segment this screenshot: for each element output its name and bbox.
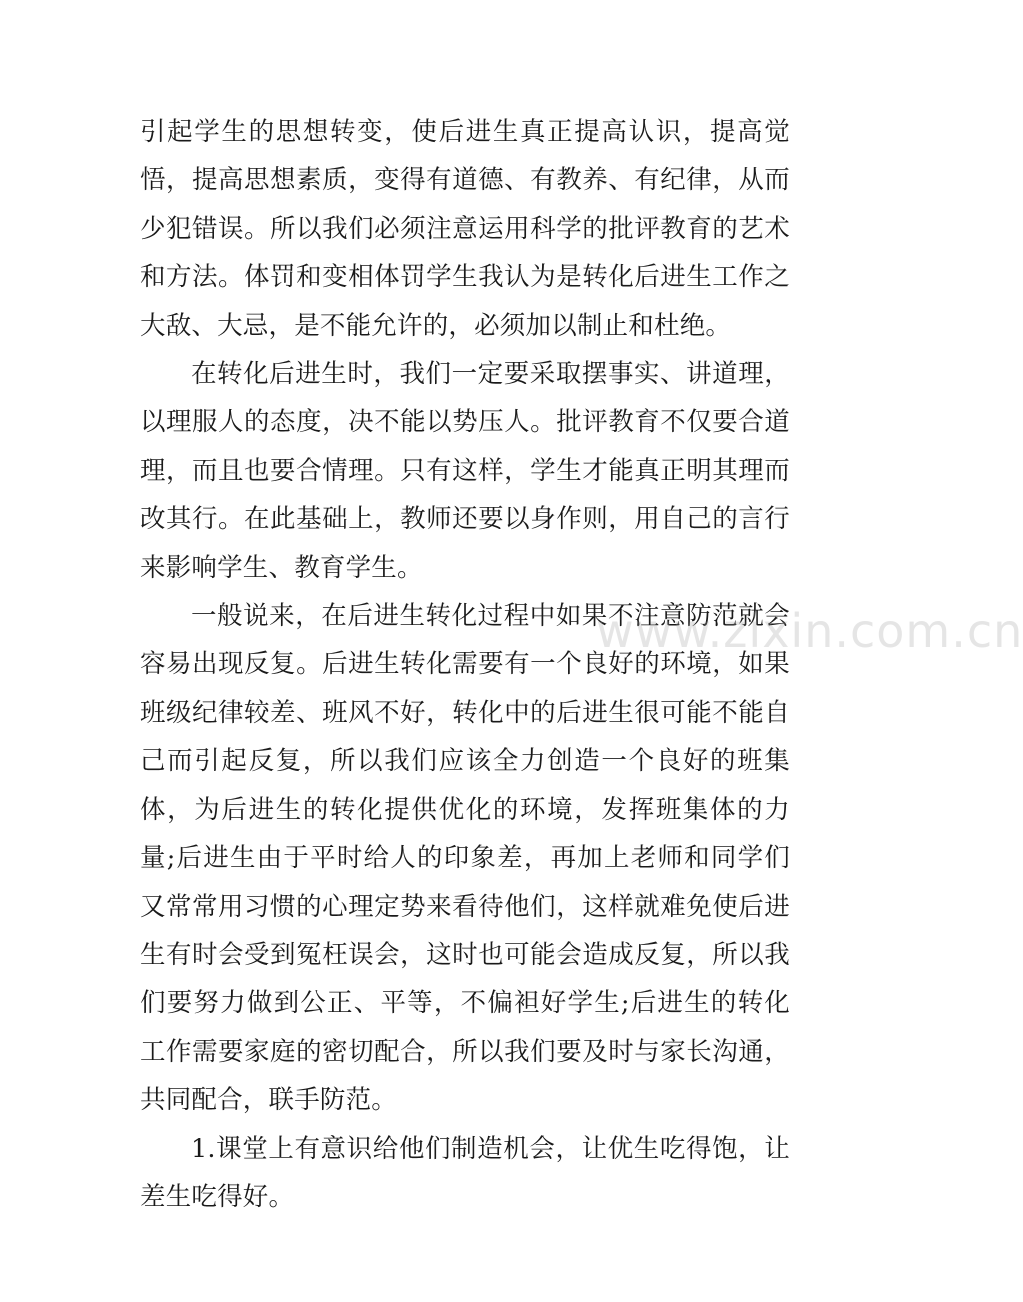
watermark: www.zixin.com.cn: [596, 604, 1023, 658]
paragraph-3: 一般说来，在后进生转化过程中如果不注意防范就会容易出现反复。后进生转化需要有一个良好的环境，如果班级纪律较差、班风不好，转化中的后进生很可能不能自己而引起反复，所以我们应该全力创造一个良好的班集体，为后进生的转化提供优化的环境，发挥班集体的力量;后进生由于平时给人的印象差，再加上老师和同学们又常常用习惯的心理定势来看待他们，这样就难免使后进生有时会受到冤枉误会，这时也可能会造成反复，所以我们要努力做到公正、平等，不偏袒好学生;后进生的转化工作需要家庭的密切配合，所以我们要及时与家长沟通，共同配合，联手防范。: [140, 601, 790, 1116]
paragraph-4: 1.课堂上有意识给他们制造机会，让优生吃得饱，让差生吃得好。: [140, 1133, 790, 1212]
paragraph-1: 引起学生的思想转变，使后进生真正提高认识，提高觉悟，提高思想素质，变得有道德、有教养、有纪律，从而少犯错误。所以我们必须注意运用科学的批评教育的艺术和方法。体罚和变相体罚学生我认为是转化后进生工作之大敌、大忌，是不能允许的，必须加以制止和杜绝。: [140, 117, 790, 341]
document-body: [140, 108, 790, 1221]
paragraph-2: 在转化后进生时，我们一定要采取摆事实、讲道理，以理服人的态度，决不能以势压人。批评教育不仅要合道理，而且也要合情理。只有这样，学生才能真正明其理而改其行。在此基础上，教师还要以身作则，用自己的言行来影响学生、教育学生。: [140, 359, 790, 583]
